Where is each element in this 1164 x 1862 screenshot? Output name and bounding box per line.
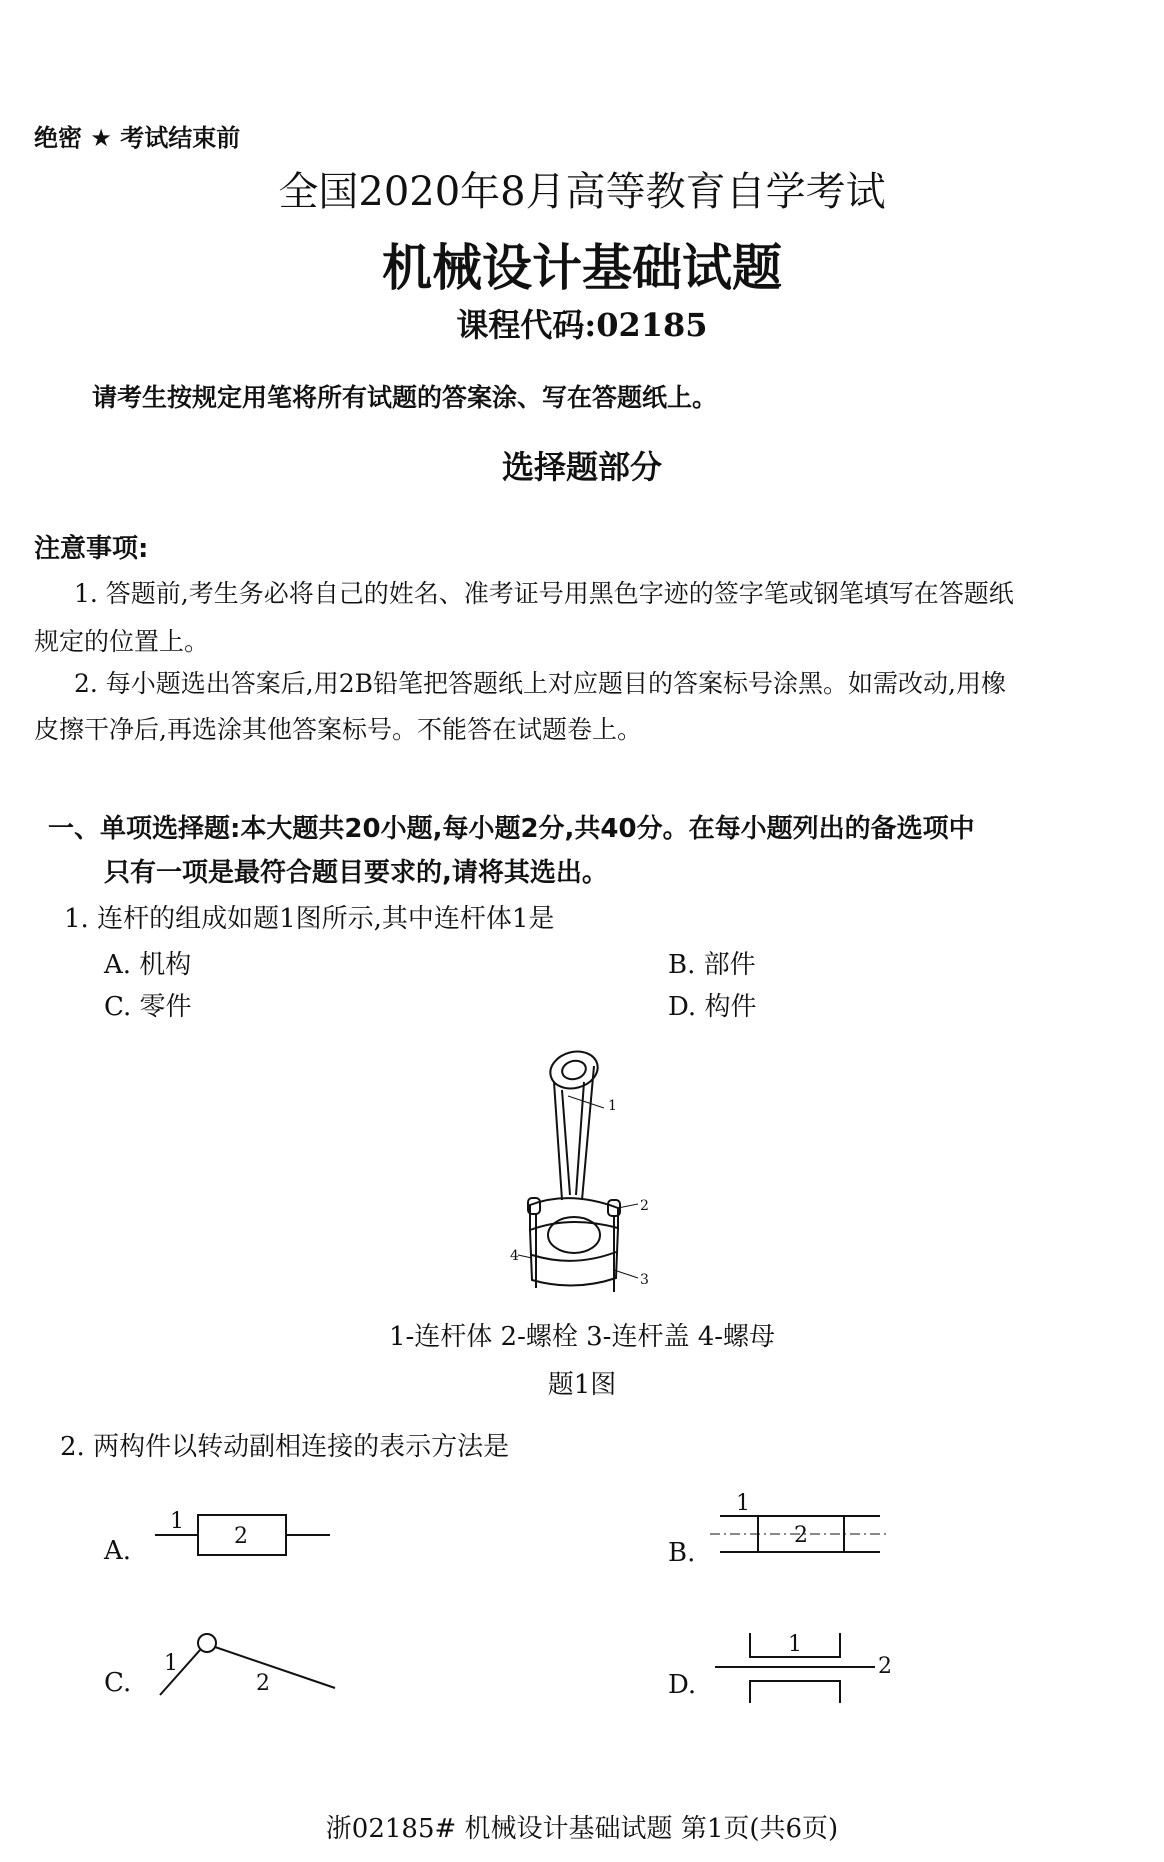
paper-title: 机械设计基础试题 — [382, 238, 782, 297]
question-1-option-a: A. 机构 — [104, 950, 192, 980]
diagram-d-mark-2: 2 — [878, 1654, 892, 1679]
diagram-c-mark-2: 2 — [256, 1671, 270, 1696]
figure-1-label-1: 1 — [608, 1098, 617, 1114]
question-2-option-c-label: C. — [104, 1668, 132, 1698]
question-1-option-d: D. 构件 — [668, 992, 757, 1022]
question-1-stem: 1. 连杆的组成如题1图所示,其中连杆体1是 — [64, 904, 555, 934]
question-2-option-d-label: D. — [668, 1670, 697, 1700]
exam-title: 全国2020年8月高等教育自学考试 — [278, 169, 886, 215]
diagram-a-mark-1: 1 — [170, 1509, 184, 1534]
part-1-heading-line-1: 一、单项选择题:本大题共20小题,每小题2分,共40分。在每小题列出的备选项中 — [48, 814, 975, 844]
course-code: 课程代码:02185 — [456, 306, 708, 344]
question-2-option-d-diagram — [710, 1615, 900, 1710]
question-2-stem: 2. 两构件以转动副相连接的表示方法是 — [60, 1432, 510, 1462]
question-2-option-c-diagram — [150, 1620, 350, 1700]
question-2-option-b-label: B. — [668, 1538, 696, 1568]
note-1-line-1: 1. 答题前,考生务必将自己的姓名、准考证号用黑色字迹的签字笔或钢笔填写在答题纸 — [74, 579, 1014, 608]
question-2-option-a-label: A. — [104, 1536, 132, 1566]
figure-1-label-2: 2 — [640, 1198, 649, 1214]
note-1-line-2: 规定的位置上。 — [34, 627, 210, 656]
note-2-line-2: 皮擦干净后,再选涂其他答案标号。不能答在试题卷上。 — [34, 715, 642, 744]
note-2-line-1: 2. 每小题选出答案后,用2B铅笔把答题纸上对应题目的答案标号涂黑。如需改动,用橡 — [74, 669, 1006, 698]
connecting-rod-figure — [510, 1030, 680, 1310]
page-footer: 浙02185# 机械设计基础试题 第1页(共6页) — [325, 1814, 839, 1844]
figure-1-label-4: 4 — [510, 1248, 519, 1264]
confidential-mark: 绝密 ★ 考试结束前 — [34, 124, 241, 152]
question-2-option-a-diagram — [150, 1500, 340, 1570]
diagram-a-mark-2: 2 — [234, 1524, 248, 1549]
question-2-option-b-diagram — [710, 1490, 890, 1570]
question-1-option-c: C. 零件 — [104, 992, 192, 1022]
figure-1-label-3: 3 — [640, 1272, 649, 1288]
figure-1-caption: 1-连杆体 2-螺栓 3-连杆盖 4-螺母 — [388, 1322, 776, 1352]
diagram-d-mark-1: 1 — [788, 1632, 802, 1657]
instruction: 请考生按规定用笔将所有试题的答案涂、写在答题纸上。 — [92, 383, 718, 412]
section-title: 选择题部分 — [501, 448, 662, 486]
question-1-option-b: B. 部件 — [668, 950, 756, 980]
diagram-b-mark-2: 2 — [794, 1523, 808, 1548]
diagram-c-mark-1: 1 — [164, 1651, 178, 1676]
notes-heading: 注意事项: — [34, 534, 149, 564]
figure-1-title: 题1图 — [547, 1370, 617, 1400]
part-1-heading-line-2: 只有一项是最符合题目要求的,请将其选出。 — [104, 858, 608, 888]
diagram-b-mark-1: 1 — [736, 1491, 750, 1516]
